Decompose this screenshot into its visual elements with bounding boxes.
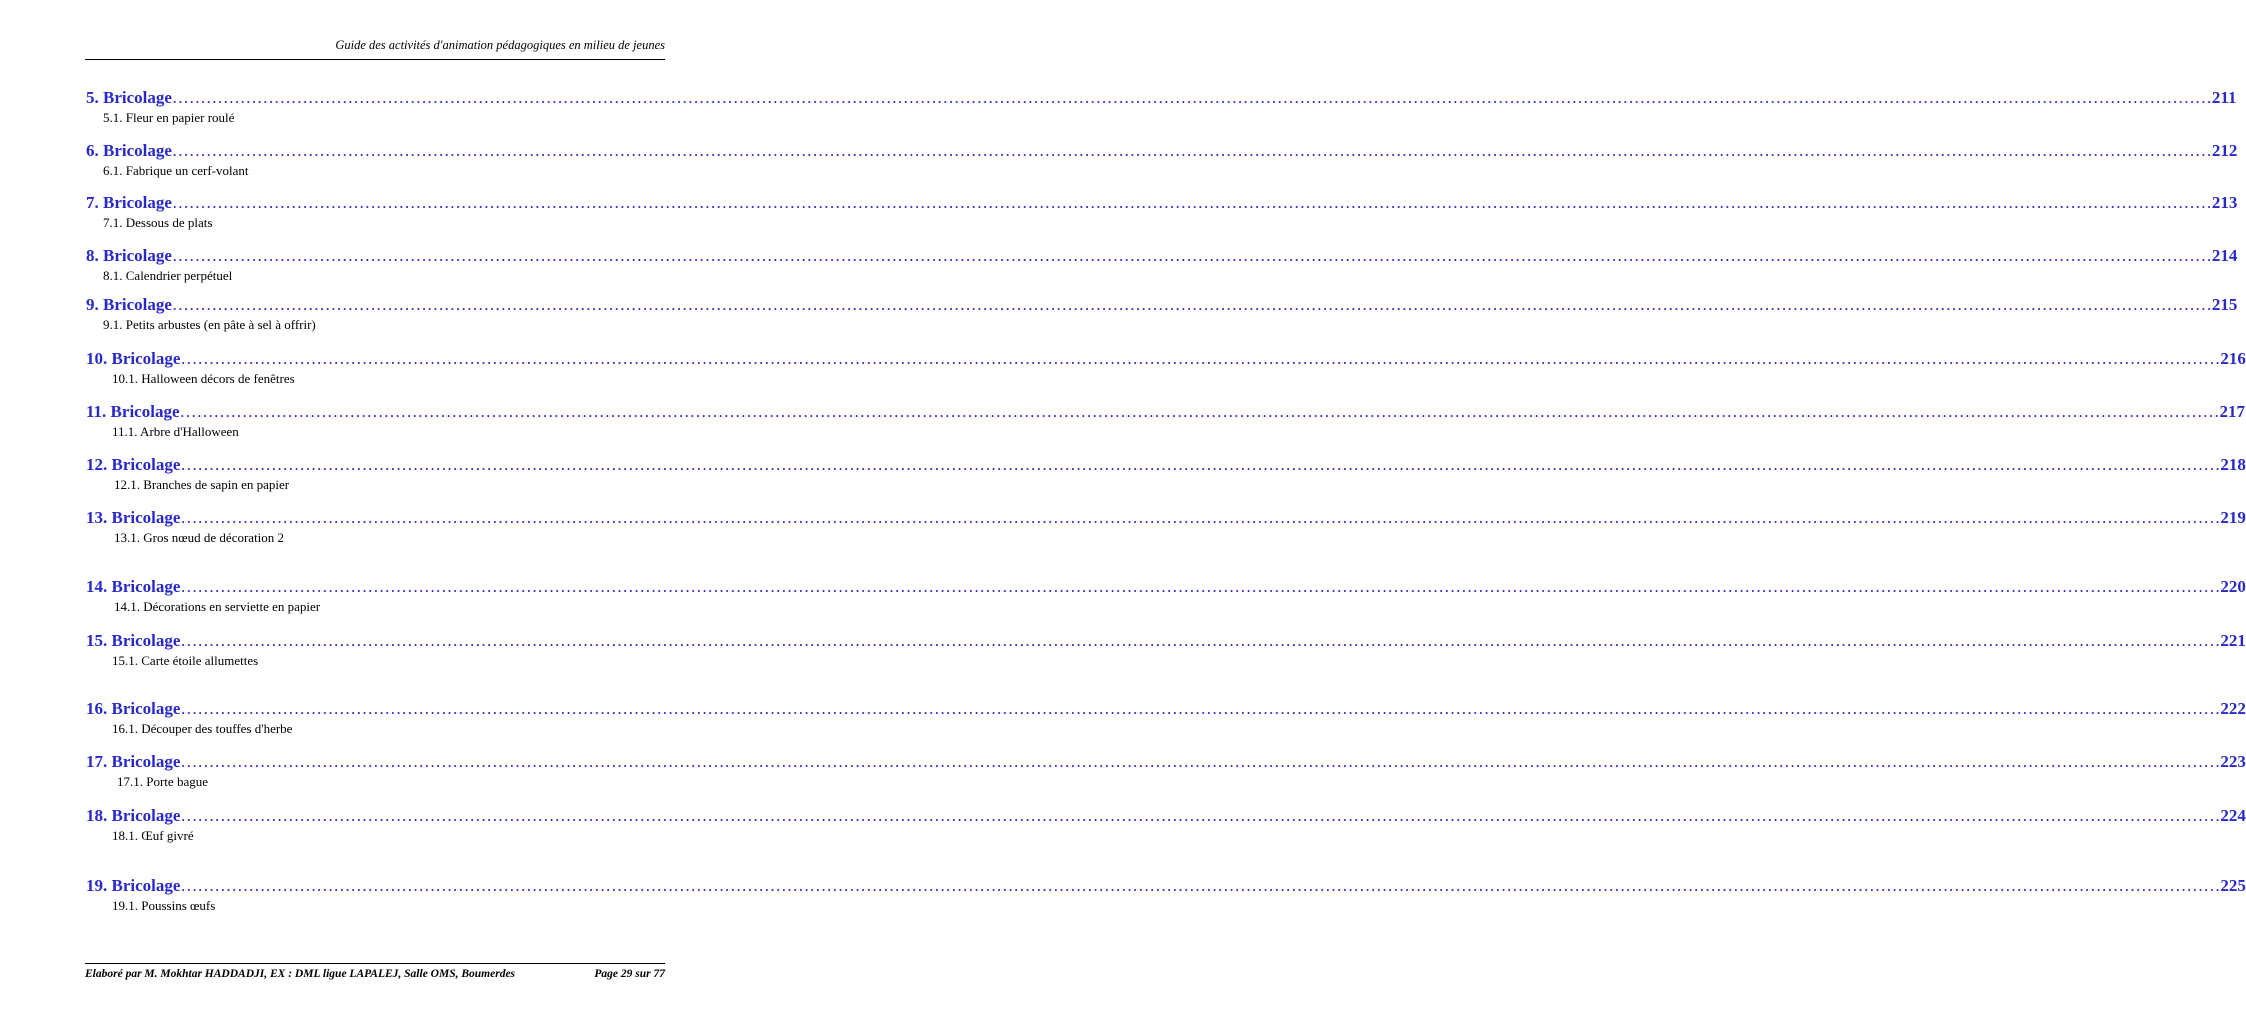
toc-entry: [86, 752, 2246, 790]
toc-leader: ………………………………………………………………………………………………………………………………………………………………………………………………………………………………………………………………………………………………………………………………: [179, 402, 2220, 421]
toc-entry-page: 216: [2220, 349, 2246, 368]
toc-leader: ………………………………………………………………………………………………………………………………………………………………………………………………………………………………………………………………………………………………………………………………: [180, 806, 2221, 825]
header-divider: [85, 59, 665, 60]
toc-entry: [86, 508, 2246, 546]
toc-subentry: 14.1. Décorations en serviette en papier: [114, 599, 321, 614]
toc-entry-page: 225: [2220, 876, 2246, 895]
toc-entry-page: 224: [2220, 806, 2246, 825]
toc-entry-page: 211: [2211, 88, 2237, 107]
toc-entry: [86, 349, 2246, 387]
toc-subentry: 19.1. Poussins œufs: [112, 898, 216, 913]
toc-entry-page: 217: [2219, 402, 2245, 421]
toc-subentry: 13.1. Gros nœud de décoration 2: [114, 530, 285, 545]
footer-divider: [85, 963, 665, 964]
toc-entry-title: 5. Bricolage: [86, 88, 172, 107]
toc-entry-page: 219: [2220, 508, 2246, 527]
toc-leader: ………………………………………………………………………………………………………………………………………………………………………………………………………………………………………………………………………………………………………………………………: [180, 508, 2221, 527]
toc-entry-page: 218: [2220, 455, 2246, 474]
toc-subentry: 15.1. Carte étoile allumettes: [112, 653, 259, 668]
toc-subentry: 9.1. Petits arbustes (en pâte à sel à offrir): [103, 317, 316, 332]
toc-subentry: 16.1. Découper des touffes d'herbe: [112, 721, 293, 736]
toc-leader: ………………………………………………………………………………………………………………………………………………………………………………………………………………………………………………………………………………………………………………………………: [180, 349, 2221, 368]
toc-entry-title: 11. Bricolage: [86, 402, 180, 421]
toc-entry-title: 17. Bricolage: [86, 752, 181, 771]
toc-subentry: 7.1. Dessous de plats: [103, 215, 213, 230]
toc-entry-page: 221: [2220, 631, 2246, 650]
toc-entry-title: 7. Bricolage: [86, 193, 172, 212]
toc-leader: ………………………………………………………………………………………………………………………………………………………………………………………………………………………………………………………………………………………………………………………………: [171, 246, 2212, 265]
toc-subentry: 18.1. Œuf givré: [112, 828, 194, 843]
toc-subentry: 6.1. Fabrique un cerf-volant: [103, 163, 249, 178]
toc-leader: ………………………………………………………………………………………………………………………………………………………………………………………………………………………………………………………………………………………………………………………………: [171, 88, 2212, 107]
toc-subentry: 5.1. Fleur en papier roulé: [103, 110, 235, 125]
toc-subentry: 11.1. Arbre d'Halloween: [112, 424, 239, 439]
toc-entry: [86, 699, 2246, 737]
toc-entry: [86, 806, 2246, 844]
toc-leader: ………………………………………………………………………………………………………………………………………………………………………………………………………………………………………………………………………………………………………………………………: [180, 577, 2221, 596]
toc-entry-title: 18. Bricolage: [86, 806, 181, 825]
footer-author: Elaboré par M. Mokhtar HADDADJI, EX : DML ligue LAPALEJ, Salle OMS, Boumerdes: [85, 968, 516, 980]
footer-page-number: Page 29 sur 77: [594, 968, 665, 980]
toc-entry-title: 6. Bricolage: [86, 141, 172, 160]
toc-leader: ………………………………………………………………………………………………………………………………………………………………………………………………………………………………………………………………………………………………………………………………: [180, 752, 2221, 771]
toc-leader: ………………………………………………………………………………………………………………………………………………………………………………………………………………………………………………………………………………………………………………………………: [171, 295, 2212, 314]
toc-entry-title: 16. Bricolage: [86, 699, 181, 718]
toc-entry: [86, 402, 2245, 440]
toc-entry-title: 13. Bricolage: [86, 508, 181, 527]
toc-entry-title: 12. Bricolage: [86, 455, 181, 474]
toc-entry-title: 15. Bricolage: [86, 631, 181, 650]
toc-entry: [86, 246, 2238, 284]
toc-leader: ………………………………………………………………………………………………………………………………………………………………………………………………………………………………………………………………………………………………………………………………: [180, 876, 2221, 895]
toc-leader: ………………………………………………………………………………………………………………………………………………………………………………………………………………………………………………………………………………………………………………………………: [171, 193, 2212, 212]
toc-entry-page: 220: [2220, 577, 2246, 596]
toc-entry: [86, 455, 2246, 493]
toc-entry: [86, 631, 2246, 669]
toc-entry-title: 9. Bricolage: [86, 295, 172, 314]
toc-entry: [86, 141, 2238, 179]
toc-entry: [86, 88, 2237, 126]
toc-entry-title: 8. Bricolage: [86, 246, 172, 265]
toc-subentry: 17.1. Porte bague: [117, 774, 208, 789]
toc-entry-page: 223: [2220, 752, 2246, 771]
toc-subentry: 10.1. Halloween décors de fenêtres: [112, 371, 295, 386]
toc-leader: ………………………………………………………………………………………………………………………………………………………………………………………………………………………………………………………………………………………………………………………………: [180, 699, 2221, 718]
toc-entry-page: 213: [2211, 193, 2238, 212]
toc-subentry: 8.1. Calendrier perpétuel: [103, 268, 233, 283]
toc-entry: [86, 295, 2238, 333]
toc-entry-title: 10. Bricolage: [86, 349, 181, 368]
page-footer: [85, 968, 665, 980]
toc-leader: ………………………………………………………………………………………………………………………………………………………………………………………………………………………………………………………………………………………………………………………………: [180, 631, 2221, 650]
toc-entry-page: 222: [2220, 699, 2246, 718]
toc-leader: ………………………………………………………………………………………………………………………………………………………………………………………………………………………………………………………………………………………………………………………………: [180, 455, 2221, 474]
toc-entry: [86, 876, 2246, 914]
toc-entry-title: 14. Bricolage: [86, 577, 181, 596]
toc-entry-title: 19. Bricolage: [86, 876, 181, 895]
toc-leader: ………………………………………………………………………………………………………………………………………………………………………………………………………………………………………………………………………………………………………………………………: [171, 141, 2212, 160]
toc-entry: [86, 577, 2246, 615]
toc-subentry: 12.1. Branches de sapin en papier: [114, 477, 290, 492]
page-header: Guide des activités d'animation pédagogiques en milieu de jeunes: [335, 38, 665, 52]
toc-entry: [86, 193, 2238, 231]
toc-entry-page: 215: [2211, 295, 2238, 314]
toc-entry-page: 214: [2211, 246, 2238, 265]
toc-entry-page: 212: [2211, 141, 2238, 160]
